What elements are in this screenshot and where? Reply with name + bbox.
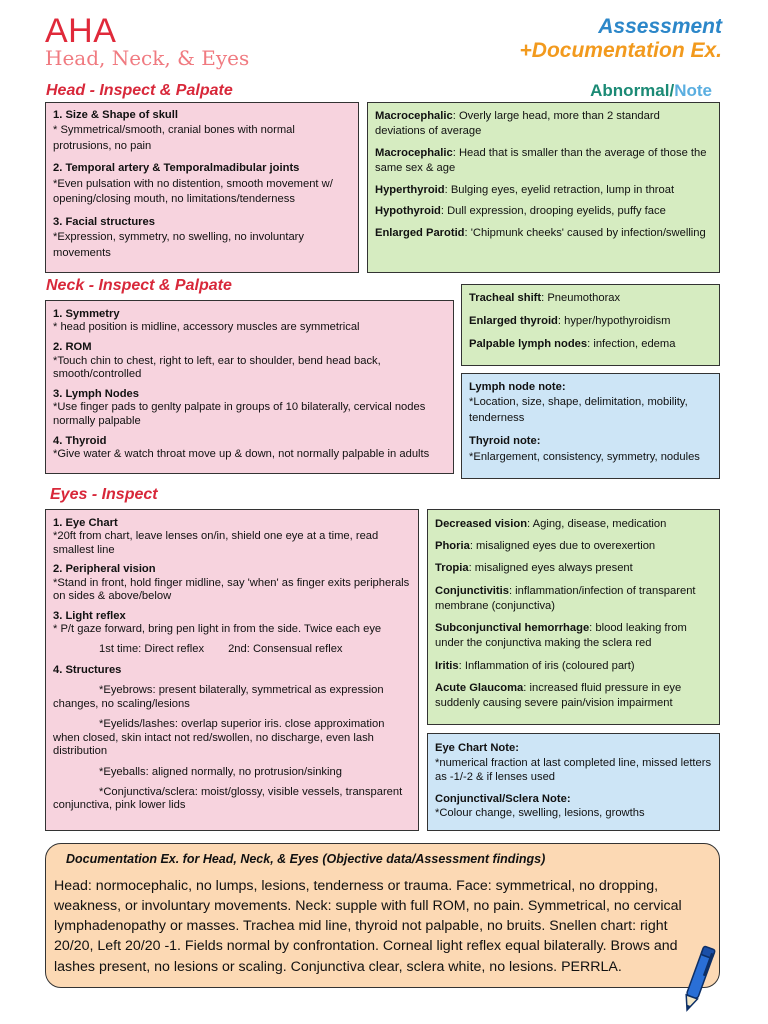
eye-item-text: *Stand in front, hold finger midline, say 'when' as finger exits peripherals on sides & above/below (53, 576, 410, 603)
abnormal-desc: : Overly large head, more than 2 standard deviations of average (375, 110, 660, 138)
legend-note: Note (674, 81, 712, 100)
neck-item-title: 3. Lymph Nodes (53, 388, 139, 401)
abnormal-desc: : Inflammation of iris (coloured part) (458, 659, 635, 672)
abnormal-desc: : blood leaking from under the conjunctiva making the sclera red (435, 622, 687, 650)
pen-icon (678, 940, 718, 1020)
neck-item (53, 341, 446, 381)
head-abnormal-item (375, 146, 712, 177)
eye-note-item (435, 741, 712, 785)
abnormal-term: Acute Glaucoma (435, 681, 524, 694)
abnormal-desc: : Bulging eyes, eyelid retraction, lump in throat (444, 183, 675, 196)
neck-item (53, 435, 446, 461)
page-title: AHA (45, 12, 117, 50)
note-term: Eye Chart Note: (435, 742, 519, 754)
header-assessment: Assessment (598, 15, 722, 38)
neck-item-title: 2. ROM (53, 341, 92, 354)
eye-item-title: 3. Light reflex (53, 609, 126, 622)
abnormal-desc: : Pneumothorax (541, 292, 621, 304)
eye-item-chart (53, 517, 411, 557)
light-first: 1st time: Direct reflex (99, 642, 205, 655)
eye-abnormal-item (435, 584, 712, 614)
eye-note-item (435, 792, 712, 821)
head-item (53, 215, 351, 261)
abnormal-term: Phoria (435, 540, 470, 553)
note-term-text: Eye Chart Note (435, 742, 516, 754)
note-term-text: Lymph node note (469, 381, 562, 393)
head-abnormal-item (375, 226, 712, 241)
abnormal-term: Macrocephalic (375, 146, 453, 159)
eyes-notes-box (427, 733, 720, 831)
abnormal-desc: : 'Chipmunk cheeks' caused by infection/swelling (464, 226, 706, 239)
abnormal-desc: : misaligned eyes due to overexertion (469, 540, 656, 553)
eyes-inspect-box (45, 509, 419, 831)
abnormal-term: Decreased vision (435, 518, 528, 530)
neck-abnormal-item (469, 314, 712, 329)
neck-item-text: *Use finger pads to genlty palpate in groups of 10 bilaterally, cervical nodes normally palpable (53, 401, 426, 427)
neck-inspect-box (45, 300, 454, 474)
abnormal-desc: : infection, edema (587, 338, 676, 351)
neck-item-title: 1. Symmetry (53, 308, 120, 320)
eyes-abnormal-box (427, 509, 720, 725)
note-text: *Location, size, shape, delimitation, mobility, tenderness (469, 396, 688, 424)
abnormal-term: Enlarged Parotid (375, 226, 465, 239)
abnormal-desc: : Dull expression, drooping eyelids, puffy face (440, 205, 666, 218)
note-term: Thyroid note: (469, 435, 541, 448)
abnormal-term: Iritis (435, 659, 459, 672)
head-item (53, 161, 351, 207)
eye-abnormal-item (435, 517, 712, 532)
head-item-text: * Symmetrical/smooth, cranial bones with normal protrusions, no pain (53, 124, 295, 152)
neck-abnormal-item (469, 337, 712, 352)
abnormal-term: Hypothyroid (375, 205, 441, 218)
eye-item-structures (53, 664, 411, 677)
abnormal-desc: : inflammation/infection of transparent membrane (conjunctiva) (435, 584, 696, 612)
neck-item (53, 388, 446, 428)
documentation-box (45, 843, 720, 988)
head-item-title: 3. Facial structures (53, 215, 155, 228)
eye-abnormal-item (435, 621, 712, 651)
neck-abnormal-item (469, 291, 712, 306)
eye-item-light (53, 610, 411, 637)
abnormal-term: Macrocephalic (375, 110, 453, 122)
note-text: *numerical fraction at last completed line, missed letters as -1/-2 & if lenses used (435, 756, 712, 784)
abnormal-term: Subconjunctival hemorrhage (435, 622, 590, 635)
eye-structure-conjunctiva: *Conjunctiva/sclera: moist/glossy, visible vessels, transparent conjunctiva, pink lower lids (53, 786, 403, 812)
eye-item-title: 2. Peripheral vision (53, 563, 156, 576)
note-term-text: Thyroid note (469, 435, 537, 448)
eye-item-text: *20ft from chart, leave lenses on/in, shield one eye at a time, read smallest line (53, 530, 379, 556)
abnormal-term: Conjunctivitis (435, 584, 509, 597)
eye-structure-eyeballs: *Eyeballs: aligned normally, no protrusion/sinking (99, 765, 342, 778)
note-text: *Colour change, swelling, lesions, growths (435, 807, 645, 820)
legend-slash: / (669, 81, 675, 100)
note-term: Conjunctival/Sclera Note: (435, 792, 571, 805)
note-term-text: Conjunctival/Sclera Note (435, 792, 567, 805)
eye-item-text: * P/t gaze forward, bring pen light in from the side. Twice each eye (53, 623, 382, 636)
head-inspect-box (45, 102, 359, 273)
abnormal-desc: : hyper/hypothyroidism (557, 315, 671, 328)
abnormal-term: Tropia (435, 562, 469, 575)
abnormal-desc: : increased fluid pressure in eye suddenly causing severe pain/vision impairment (435, 681, 682, 710)
header-documentation: +Documentation Ex. (519, 39, 722, 62)
neck-item-text: * head position is midline, accessory muscles are symmetrical (53, 321, 360, 334)
neck-item (53, 308, 446, 334)
eye-light-reflexes (53, 643, 411, 656)
neck-item-title: 4. Thyroid (53, 434, 107, 447)
neck-item-text: *Give water & watch throat move up & down, not normally palpable in adults (53, 447, 430, 460)
neck-notes-box (461, 373, 720, 479)
head-item (53, 108, 351, 154)
neck-note-item (469, 434, 712, 465)
documentation-title: Documentation Ex. for Head, Neck, & Eyes (Objective data/Assessment findings) (66, 852, 546, 866)
neck-abnormal-box (461, 284, 720, 366)
head-abnormal-item (375, 183, 712, 198)
page-subtitle: Head, Neck, & Eyes (45, 46, 250, 70)
head-abnormal-item (375, 204, 712, 219)
head-item-title: 2. Temporal artery & Temporalmadibular joints (53, 162, 300, 175)
eye-structure-eyebrows: *Eyebrows: present bilaterally, symmetrical as expression changes, no scaling/lesions (53, 684, 384, 710)
light-second: 2nd: Consensual reflex (228, 642, 343, 655)
legend-abnormal: Abnormal (590, 81, 670, 100)
section-title-head: Head - Inspect & Palpate (46, 82, 233, 99)
abnormal-term: Hyperthyroid (375, 183, 445, 196)
neck-item-text: *Touch chin to chest, right to left, ear to shoulder, bend head back, smooth/controlled (53, 354, 381, 380)
note-text: *Enlargement, consistency, symmetry, nodules (469, 450, 700, 463)
legend-abnormal-note (590, 82, 712, 99)
section-title-neck: Neck - Inspect & Palpate (46, 277, 232, 294)
eye-abnormal-item (435, 539, 712, 554)
section-title-eyes: Eyes - Inspect (50, 486, 158, 503)
head-item-text: *Even pulsation with no distention, smooth movement w/ opening/closing mouth, no limitations/tenderness (53, 177, 333, 206)
abnormal-term: Palpable lymph nodes (469, 338, 588, 351)
abnormal-term: Enlarged thyroid (469, 315, 558, 328)
eye-item-title: 4. Structures (53, 663, 122, 676)
eye-structure-eyelids: *Eyelids/lashes: overlap superior iris. close approximation when closed, skin intact not red/swollen, no discharge, even lash distribution (53, 718, 385, 758)
documentation-text: Head: normocephalic, no lumps, lesions, tenderness or trauma. Face: symmetrical, no dropping, weakness, or involuntary movements. Neck: supple with full ROM, no pain. Symmetrical, no cervical lymphadenopathy or masses. Trachea mid line, thyroid not palpable, no bruits. Snellen chart: right 20/20, Left 20/20 -1. Fields normal by confrontation. Corneal light reflex equal bilaterally. Brows and lashes present, no lesions or scaling. Conjunctiva clear, sclera white, no lesions. PERRLA. (54, 878, 682, 975)
abnormal-desc: : Aging, disease, medication (527, 518, 667, 530)
eye-item-title: 1. Eye Chart (53, 517, 118, 529)
eye-abnormal-item (435, 659, 712, 674)
head-abnormal-item (375, 109, 712, 140)
head-abnormal-box (367, 102, 720, 273)
abnormal-term: Tracheal shift (469, 292, 542, 304)
eye-abnormal-item (435, 681, 712, 711)
head-item-title: 1. Size & Shape of skull (53, 109, 178, 121)
neck-note-item (469, 380, 712, 426)
eye-abnormal-item (435, 561, 712, 576)
head-item-text: *Expression, symmetry, no swelling, no involuntary movements (53, 231, 304, 259)
eye-item-peripheral (53, 563, 411, 603)
abnormal-desc: : misaligned eyes always present (468, 562, 633, 575)
note-term: Lymph node note: (469, 381, 566, 393)
abnormal-desc: : Head that is smaller than the average of those the same sex & age (375, 146, 707, 175)
